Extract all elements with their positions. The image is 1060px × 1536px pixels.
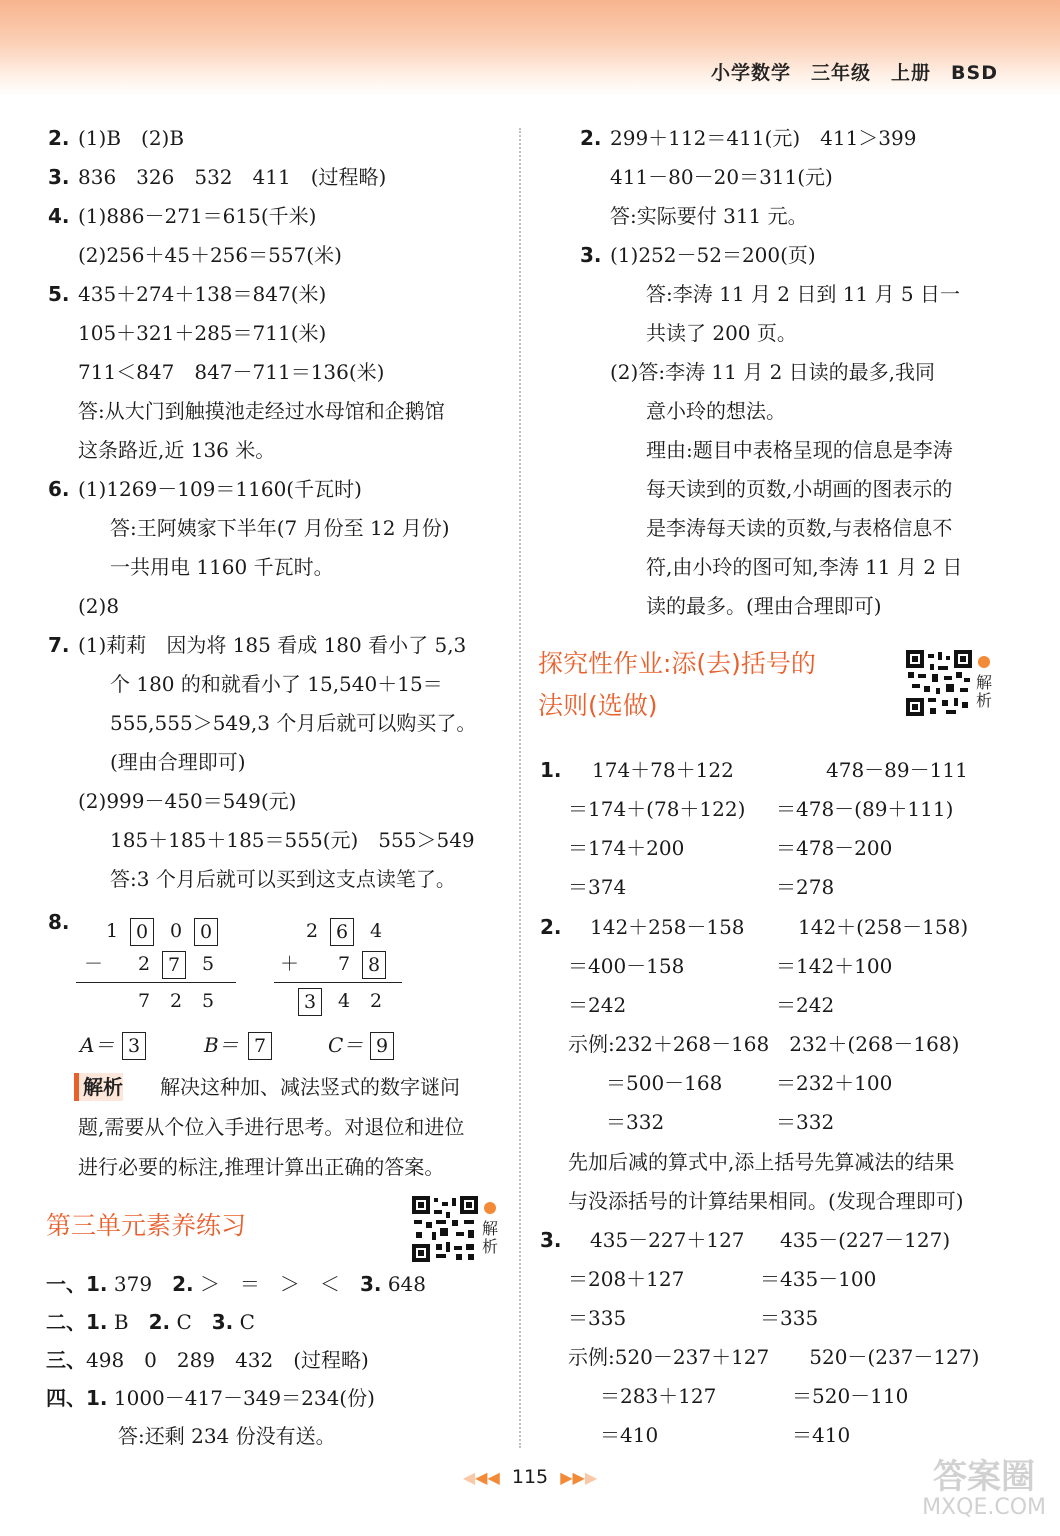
- digit: 4: [370, 920, 383, 942]
- r-q3-line: 每天读到的页数,小胡画的图表示的: [646, 477, 953, 501]
- answer-box: 0: [194, 918, 218, 946]
- digit: 2: [370, 990, 383, 1012]
- right-arrow-icon: ▶: [584, 1468, 598, 1487]
- answer-box: 3: [298, 988, 322, 1016]
- q6-number: 6.: [48, 477, 70, 501]
- minus-sign: －: [84, 953, 104, 975]
- e3-b-line: ＝435－100: [760, 1267, 877, 1291]
- r-q3-line: 读的最多。(理由合理即可): [646, 594, 882, 618]
- q4-line: (1)886－271＝615(千米): [78, 204, 317, 228]
- digit: 5: [202, 953, 215, 975]
- e3-example: 示例:520－237＋127 520－(237－127): [568, 1345, 980, 1369]
- answer-b-box: 7: [248, 1031, 272, 1060]
- digit: 1: [106, 920, 119, 942]
- plus-sign: ＋: [280, 953, 300, 975]
- qr-label: 解析: [975, 673, 992, 710]
- q6-line: (1)1269－109＝1160(千瓦时): [78, 477, 362, 501]
- q7-line: 555,555＞549,3 个月后就可以购买了。: [110, 711, 477, 735]
- answer-a-label: A＝: [80, 1033, 115, 1057]
- e3-number: 3.: [540, 1228, 562, 1252]
- explore-title: 探究性作业:添(去)括号的: [538, 649, 816, 678]
- analysis-tag: 解析: [74, 1073, 123, 1101]
- play-icon: [978, 656, 990, 668]
- qr-code-icon[interactable]: [412, 1196, 478, 1262]
- analysis-line: 进行必要的标注,推理计算出正确的答案。: [78, 1155, 445, 1179]
- r-q3-line: 答:李涛 11 月 2 日到 11 月 5 日一: [646, 282, 960, 306]
- e2-example-a: ＝500－168: [606, 1071, 723, 1095]
- digit: 5: [202, 990, 215, 1012]
- result-line: [274, 982, 402, 983]
- analysis-line: 题,需要从个位入手进行思考。对退位和进位: [78, 1115, 465, 1139]
- page-footer: [0, 1466, 1060, 1488]
- q5-number: 5.: [48, 282, 70, 306]
- answer-box: 6: [330, 918, 354, 946]
- digit: 0: [170, 920, 183, 942]
- e3-example-a: ＝410: [600, 1423, 659, 1447]
- qr-label: 解析: [481, 1219, 498, 1256]
- e2-example-b: ＝232＋100: [776, 1071, 893, 1095]
- e2-conclusion: 与没添括号的计算结果相同。(发现合理即可): [568, 1189, 964, 1213]
- watermark: 答案圈 MXQE.COM: [922, 1457, 1046, 1520]
- q5-line: 答:从大门到触摸池走经过水母馆和企鹅馆: [78, 399, 445, 423]
- r-q3-line: 理由:题目中表格呈现的信息是李涛: [646, 438, 953, 462]
- e3-a-line: ＝208＋127: [568, 1267, 685, 1291]
- r-q3-line: (1)252－52＝200(页): [610, 243, 816, 267]
- answer-box: 7: [162, 951, 186, 979]
- left-arrow-icon: ◀◀: [475, 1468, 500, 1487]
- e2-b-line: 142＋(258－158): [798, 915, 969, 939]
- play-icon: [484, 1202, 496, 1214]
- digit: 7: [338, 953, 351, 975]
- e2-a-line: ＝400－158: [568, 954, 685, 978]
- r-q3-line: 是李涛每天读的页数,与表格信息不: [646, 516, 953, 540]
- answer-box: 0: [130, 918, 154, 946]
- r-q2-line: 299＋112＝411(元) 411＞399: [610, 126, 917, 150]
- e2-a-line: 142＋258－158: [590, 915, 745, 939]
- digit: 2: [170, 990, 183, 1012]
- e3-b-line: 435－(227－127): [780, 1228, 951, 1252]
- e2-number: 2.: [540, 915, 562, 939]
- right-arrow-icon: ▶▶: [560, 1468, 585, 1487]
- answer-box: 8: [362, 951, 386, 979]
- e1-a-line: ＝374: [568, 875, 627, 899]
- e2-conclusion: 先加后减的算式中,添上括号先算减法的结果: [568, 1150, 955, 1174]
- unit3-line-4: 四、1. 1000－417－349＝234(份): [46, 1386, 375, 1410]
- r-q3-line: 共读了 200 页。: [646, 321, 797, 345]
- e2-a-line: ＝242: [568, 993, 627, 1017]
- e1-a-line: 174＋78＋122: [592, 758, 734, 782]
- unit3-line-2: 二、1. B 2. C 3. C: [46, 1310, 255, 1334]
- q2-answer: (1)B (2)B: [78, 126, 185, 150]
- result-line: [76, 982, 236, 983]
- e1-a-line: ＝174＋200: [568, 836, 685, 860]
- r-q3-line: 符,由小玲的图可知,李涛 11 月 2 日: [646, 555, 963, 579]
- answer-c-box: 9: [370, 1031, 394, 1060]
- explore-title: 法则(选做): [538, 691, 658, 720]
- e2-b-line: ＝242: [776, 993, 835, 1017]
- answer-c-label: C＝: [328, 1033, 364, 1057]
- q3-number: 3.: [48, 165, 70, 189]
- r-q3-number: 3.: [580, 243, 602, 267]
- unit3-line-5: 答:还剩 234 份没有送。: [118, 1424, 336, 1448]
- e1-a-line: ＝174＋(78＋122): [568, 797, 746, 821]
- q6-line: (2)8: [78, 594, 120, 618]
- book-title: 小学数学 三年级 上册 BSD: [711, 62, 998, 84]
- r-q3-line: 意小玲的想法。: [646, 399, 786, 423]
- r-q2-number: 2.: [580, 126, 602, 150]
- q5-line: 711＜847 847－711＝136(米): [78, 360, 385, 384]
- q7-line: 答:3 个月后就可以买到这支点读笔了。: [110, 867, 456, 891]
- e1-b-line: 478－89－111: [826, 758, 968, 782]
- column-divider: [519, 128, 521, 1448]
- e2-example-b: ＝332: [776, 1110, 835, 1134]
- r-q2-line: 答:实际要付 311 元。: [610, 204, 808, 228]
- q7-line: (理由合理即可): [110, 750, 246, 774]
- e2-example: 示例:232＋268－168 232＋(268－168): [568, 1032, 960, 1056]
- q7-number: 7.: [48, 633, 70, 657]
- page-number: 115: [511, 1466, 549, 1488]
- e3-a-line: ＝335: [568, 1306, 627, 1330]
- digit: 4: [338, 990, 351, 1012]
- e1-number: 1.: [540, 758, 562, 782]
- qr-code-icon[interactable]: [906, 650, 972, 716]
- q4-number: 4.: [48, 204, 70, 228]
- digit: 2: [306, 920, 319, 942]
- r-q3-line: (2)答:李涛 11 月 2 日读的最多,我同: [610, 360, 936, 384]
- e1-b-line: ＝478－200: [776, 836, 893, 860]
- analysis-line: 解决这种加、减法竖式的数字谜问: [160, 1075, 460, 1099]
- e2-b-line: ＝142＋100: [776, 954, 893, 978]
- q6-line: 答:王阿姨家下半年(7 月份至 12 月份): [110, 516, 450, 540]
- q4-line: (2)256＋45＋256＝557(米): [78, 243, 342, 267]
- q2-number: 2.: [48, 126, 70, 150]
- q7-line: (2)999－450＝549(元): [78, 789, 297, 813]
- q8-number: 8.: [48, 910, 70, 934]
- unit3-title: 第三单元素养练习: [46, 1211, 247, 1240]
- q3-answer: 836 326 532 411 (过程略): [78, 165, 387, 189]
- digit: 7: [138, 990, 151, 1012]
- e3-example-b: ＝410: [792, 1423, 851, 1447]
- q5-line: 105＋321＋285＝711(米): [78, 321, 327, 345]
- left-arrow-icon: ◀: [462, 1468, 476, 1487]
- q7-line: (1)莉莉 因为将 185 看成 180 看小了 5,3: [78, 633, 467, 657]
- q5-line: 435＋274＋138＝847(米): [78, 282, 327, 306]
- q6-line: 一共用电 1160 千瓦时。: [110, 555, 334, 579]
- e3-b-line: ＝335: [760, 1306, 819, 1330]
- e3-a-line: 435－227＋127: [590, 1228, 745, 1252]
- e1-b-line: ＝478－(89＋111): [776, 797, 954, 821]
- q7-line: 185＋185＋185＝555(元) 555＞549: [110, 828, 475, 852]
- e2-example-a: ＝332: [606, 1110, 665, 1134]
- q7-line: 个 180 的和就看小了 15,540＋15＝: [110, 672, 443, 696]
- unit3-line-1: 一、1. 379 2. ＞ ＝ ＞ ＜ 3. 648: [46, 1272, 426, 1296]
- unit3-line-3: 三、498 0 289 432 (过程略): [46, 1348, 369, 1372]
- e1-b-line: ＝278: [776, 875, 835, 899]
- e3-example-b: ＝520－110: [792, 1384, 909, 1408]
- answer-b-label: B＝: [204, 1033, 239, 1057]
- e3-example-a: ＝283＋127: [600, 1384, 717, 1408]
- r-q2-line: 411－80－20＝311(元): [610, 165, 833, 189]
- q5-line: 这条路近,近 136 米。: [78, 438, 276, 462]
- digit: 2: [138, 953, 151, 975]
- answer-a-box: 3: [122, 1031, 146, 1060]
